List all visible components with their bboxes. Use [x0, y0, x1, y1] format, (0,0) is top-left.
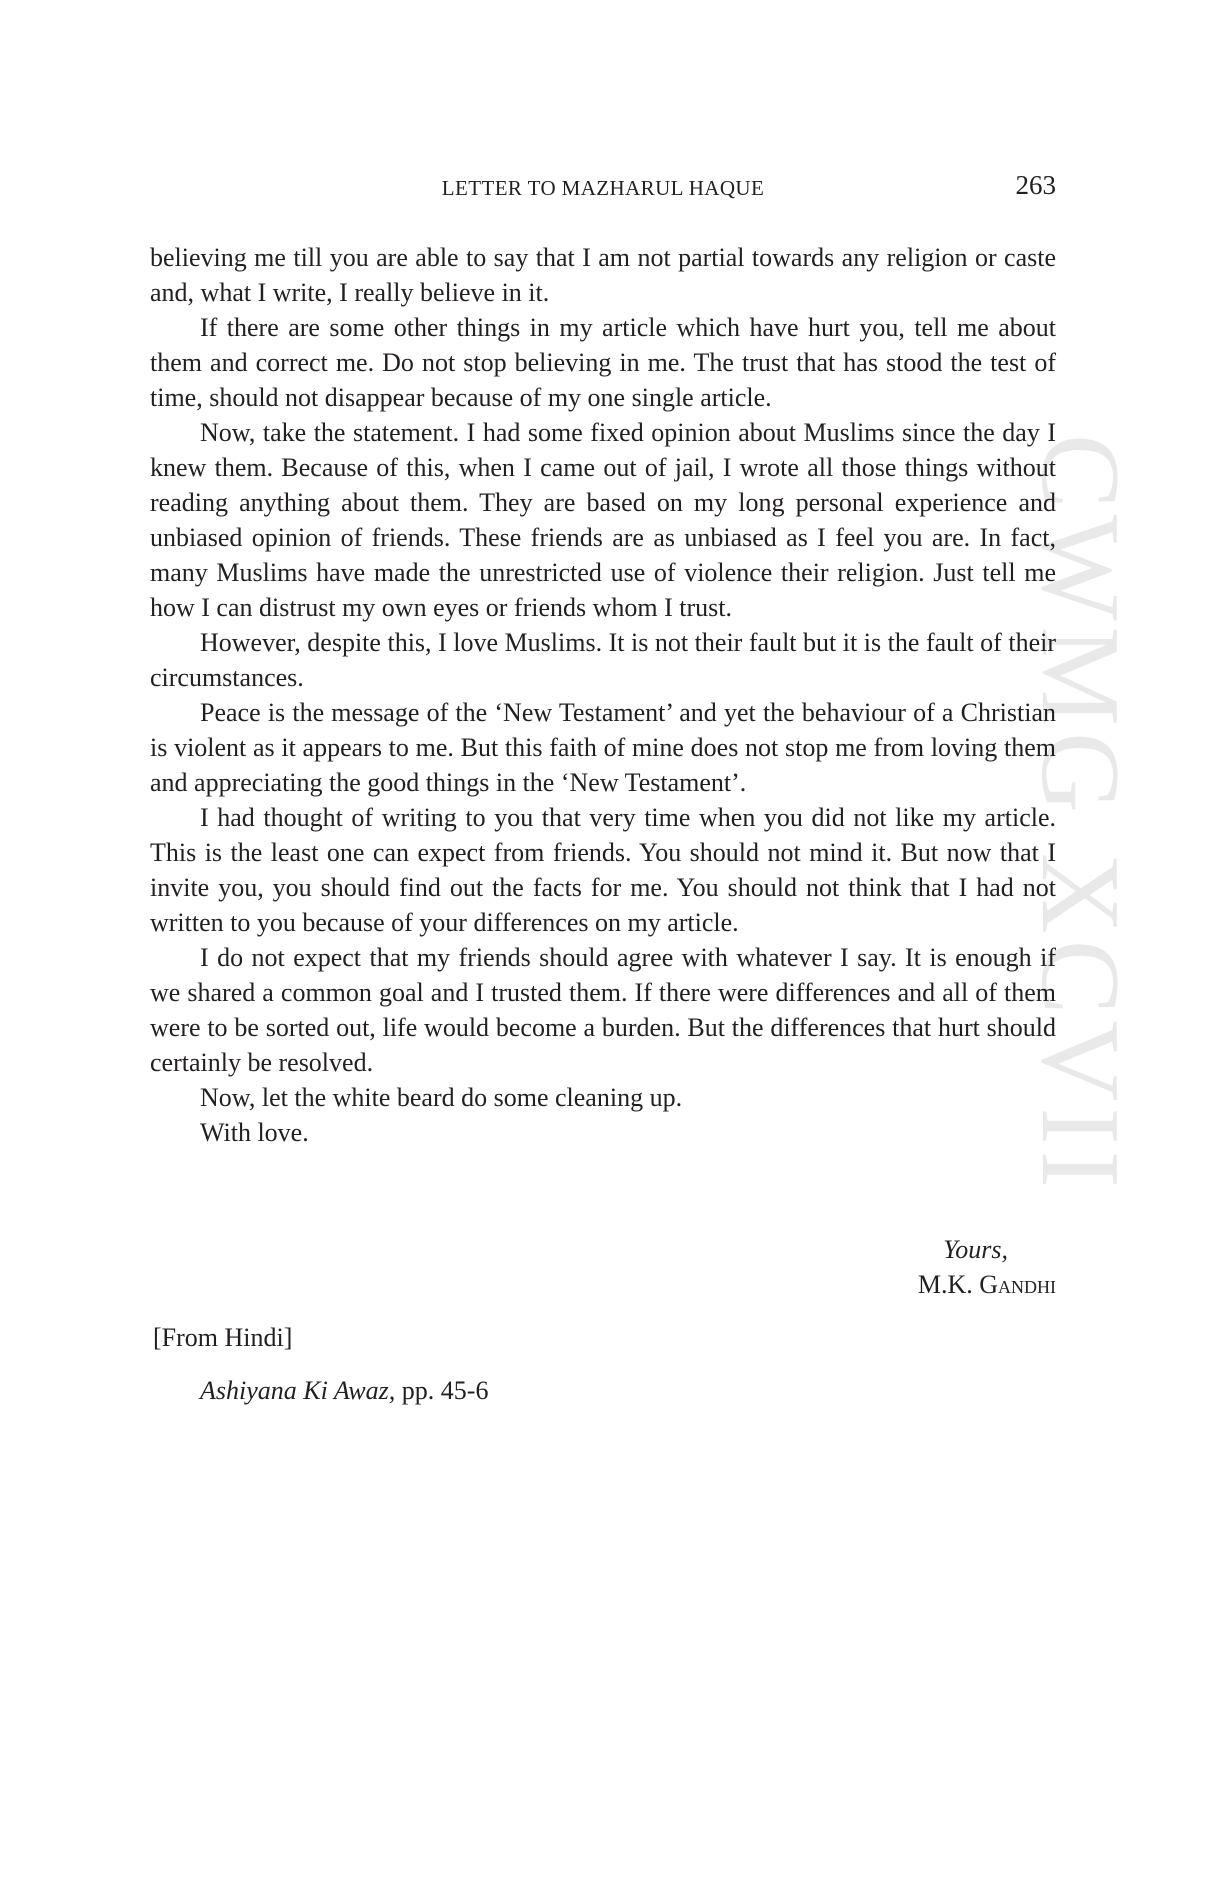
letter-body: [150, 240, 1056, 1150]
paragraph: I do not expect that my friends should agree with whatever I say. It is enough if we shared a common goal and I trusted them. If there were differences and all of them were to be sorted out, life would become a burden. But the differences that hurt should certainly be resolved.: [150, 943, 1056, 1077]
citation: [200, 1373, 488, 1408]
source-note: [From Hindi]: [153, 1323, 293, 1352]
citation-book-title: Ashiyana Ki Awaz,: [200, 1376, 396, 1405]
letter-closing: [918, 1232, 1056, 1302]
signature: M.K. Gandhi: [917, 1270, 1056, 1299]
paragraph: Now, let the white beard do some cleaning up.: [200, 1083, 683, 1112]
paragraph: believing me till you are able to say that I am not partial towards any religion or caste and, what I write, I really believe in it.: [150, 243, 1056, 307]
paragraph: I had thought of writing to you that very time when you did not like my article. This is the least one can expect from friends. You should not mind it. But now that I invite you, you should find out the facts for me. You should not think that I had not written to you because of your differences on my article.: [150, 803, 1056, 937]
paragraph: Peace is the message of the ‘New Testament’ and yet the behaviour of a Christian is violent as it appears to me. But this faith of mine does not stop me from loving them and appreciating the good things in the ‘New Testament’.: [150, 698, 1056, 797]
paragraph: With love.: [200, 1118, 309, 1147]
running-title: LETTER TO MAZHARUL HAQUE: [441, 176, 765, 200]
paragraph: However, despite this, I love Muslims. It is not their fault but it is the fault of their circumstances.: [150, 628, 1056, 692]
page-number: 263: [1015, 170, 1056, 200]
valediction: Yours,: [943, 1235, 1008, 1264]
citation-pages: pp. 45-6: [395, 1376, 489, 1405]
paragraph: If there are some other things in my article which have hurt you, tell me about them and correct me. Do not stop believing in me. The trust that has stood the test of time, should not disappear because of my one single article.: [150, 313, 1056, 412]
svg-text:CWMG XCVII: CWMG XCVII: [1018, 434, 1142, 1194]
paragraph: Now, take the statement. I had some fixed opinion about Muslims since the day I knew them. Because of this, when I came out of jail, I wrote all those things without reading anything about them. They are based on my long personal experience and unbiased opinion of friends. These friends are as unbiased as I feel you are. In fact, many Muslims have made the unrestricted use of violence their religion. Just tell me how I can distrust my own eyes or friends whom I trust.: [150, 418, 1056, 622]
running-head: [150, 172, 1056, 212]
